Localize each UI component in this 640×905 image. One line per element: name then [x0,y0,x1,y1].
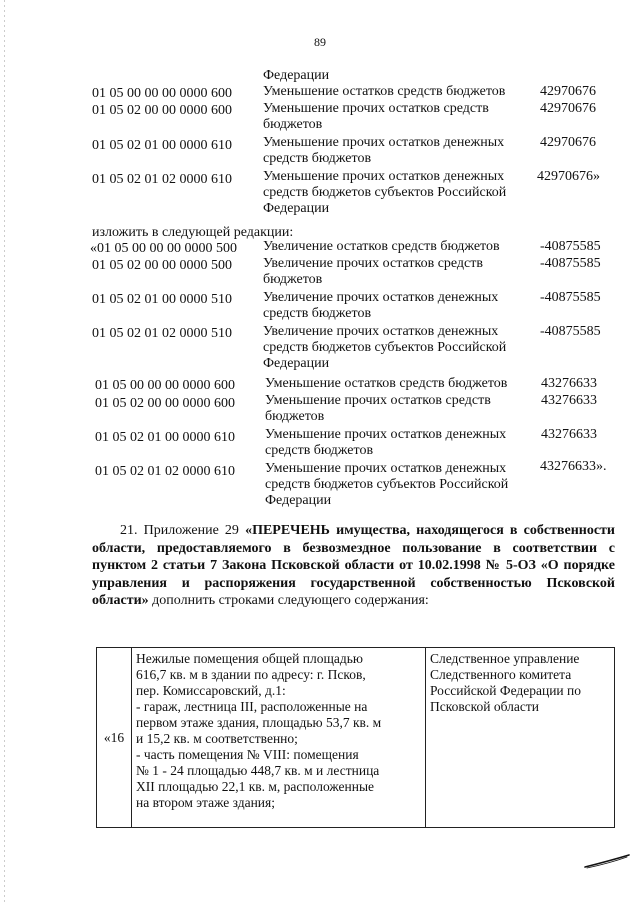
table-row [97,648,615,828]
property-recipient: Следственное управление Следственного комитета Российской Федерации по Псковской области [426,648,615,828]
old-row-desc: Уменьшение остатков средств бюджетов [263,84,506,99]
para-tail: дополнить строками следующего содержания: [148,593,429,608]
new-row-amount: 43276633 [541,427,597,442]
new-row-amount: 43276633 [541,393,597,408]
new-row-amount: 43276633 [541,376,597,391]
new-row-code: «01 05 00 00 00 0000 500 [90,241,237,256]
new-row-desc: Уменьшение прочих остатков денежных средств бюджетов субъектов Российской Федерации [265,461,509,508]
new-row-desc: Уменьшение прочих остатков средств бюджетов [265,393,491,424]
scan-edge-left [4,0,5,905]
old-row-code: 01 05 02 01 00 0000 610 [92,138,232,153]
old-row-code: 01 05 00 00 00 0000 600 [92,86,232,101]
new-row-desc: Увеличение остатков средств бюджетов [263,239,500,254]
new-row-desc: Увеличение прочих остатков денежных средств бюджетов [263,290,499,321]
new-row-code: 01 05 02 01 02 0000 510 [92,326,232,341]
old-row-desc: Уменьшение прочих остатков средств бюджетов [263,101,489,132]
new-row-code: 01 05 02 00 00 0000 600 [95,396,235,411]
para-bold: «ПЕРЕЧЕНЬ имущества, находящегося в собственности области, предоставляемого в безвозмездное пользование в соответствии с пунктом 2 статьи 7 Закона Псковской области от 10.02.1998 № 5-ОЗ «О порядке управления и распоряжения государственной собственностью Псковской области» [92,523,615,608]
old-row-amount: 42970676 [540,101,596,116]
old-row-amount: 42970676» [537,169,600,184]
top-fragment: Федерации [263,68,330,83]
property-description: Нежилые помещения общей площадью 616,7 кв. м в здании по адресу: г. Псков, пер. Комиссаровский, д.1: - гараж, лестница III, расположенные на первом этаже здания, площадью 53,7 кв. м и 15,2 кв. м соответственно; - часть помещения № VIII: помещения № 1 - 24 площадью 448,7 кв. м и лестница XII площадью 22,1 кв. м, расположенные на втором этаже здания; [132,648,426,828]
new-row-amount: -40875585 [540,256,601,271]
old-row-amount: 42970676 [540,84,596,99]
old-row-code: 01 05 02 00 00 0000 600 [92,103,232,118]
new-row-desc: Уменьшение остатков средств бюджетов [265,376,508,391]
old-row-desc: Уменьшение прочих остатков денежных средств бюджетов [263,135,505,166]
new-row-amount: -40875585 [540,239,601,254]
old-row-amount: 42970676 [540,135,596,150]
new-row-amount: -40875585 [540,324,601,339]
pen-mark [583,852,631,870]
row-number: «16 [97,648,132,828]
new-row-code: 01 05 02 00 00 0000 500 [92,258,232,273]
new-row-code: 01 05 02 01 02 0000 610 [95,464,235,479]
new-row-desc: Увеличение прочих остатков денежных средств бюджетов субъектов Российской Федерации [263,324,507,371]
new-row-amount: -40875585 [540,290,601,305]
intro-new: изложить в следующей редакции: [92,225,294,240]
new-row-code: 01 05 00 00 00 0000 600 [95,378,235,393]
new-row-code: 01 05 02 01 00 0000 610 [95,430,235,445]
page-number: 89 [314,35,326,49]
para-lead: 21. Приложение 29 [120,523,246,538]
new-row-desc: Уменьшение прочих остатков денежных средств бюджетов [265,427,507,458]
old-row-code: 01 05 02 01 02 0000 610 [92,172,232,187]
new-row-code: 01 05 02 01 00 0000 510 [92,292,232,307]
new-row-amount: 43276633». [540,459,607,474]
paragraph-21 [92,522,615,610]
property-table [96,647,615,828]
new-row-desc: Увеличение прочих остатков средств бюджетов [263,256,484,287]
old-row-desc: Уменьшение прочих остатков денежных средств бюджетов субъектов Российской Федерации [263,169,507,216]
